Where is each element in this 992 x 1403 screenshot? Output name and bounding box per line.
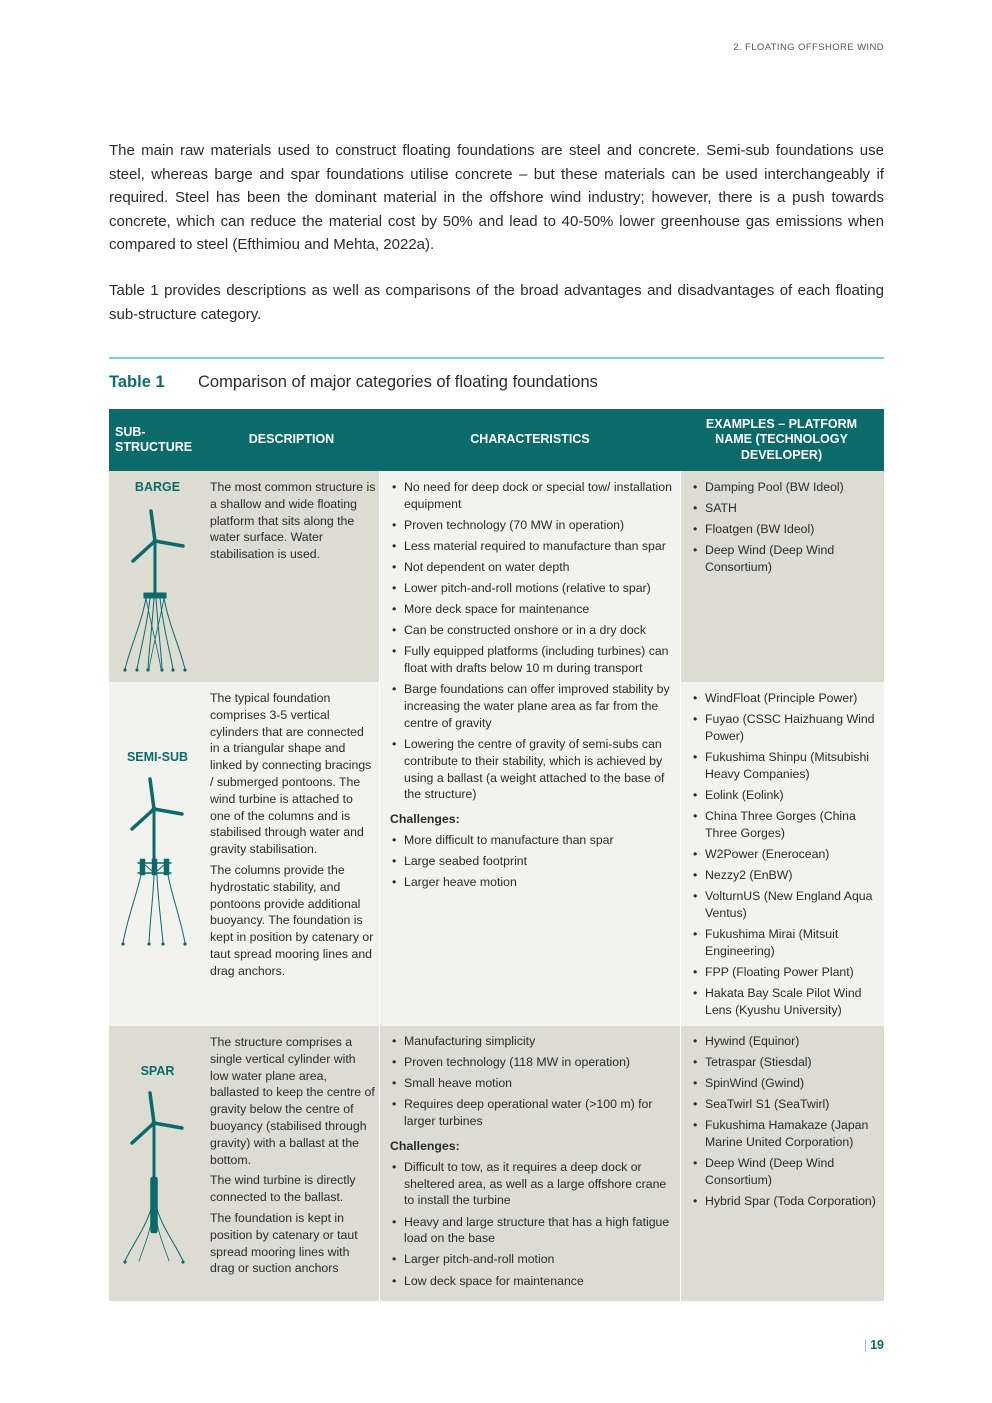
page-number-value: 19 xyxy=(870,1338,884,1352)
list-item: • Floatgen (BW Ideol) xyxy=(691,521,881,538)
list-item: • Heavy and large structure that has a high fatigue load on the base xyxy=(390,1214,676,1248)
table-top-rule xyxy=(109,357,884,359)
list-item: • China Three Gorges (China Three Gorges) xyxy=(691,808,881,842)
semisub-examples-list xyxy=(691,690,881,1023)
challenges-list xyxy=(390,832,676,891)
list-item: • Can be constructed onshore or in a dry dock xyxy=(390,622,676,639)
table-title: Comparison of major categories of floating foundations xyxy=(198,373,598,391)
list-item: • Hywind (Equinor) xyxy=(691,1033,881,1050)
barge-label: BARGE xyxy=(134,480,181,494)
list-item: • Larger heave motion xyxy=(390,874,676,891)
list-item: • SATH xyxy=(691,500,881,517)
list-item: • FPP (Floating Power Plant) xyxy=(691,964,881,981)
advantages-list xyxy=(390,1033,676,1130)
list-item: • Lower pitch-and-roll motions (relative to spar) xyxy=(390,580,676,597)
spar-characteristics xyxy=(390,1033,676,1294)
page-number: | 19 xyxy=(863,1338,884,1352)
intro-paragraph: The main raw materials used to construct floating foundations are steel and concrete. Semi-sub foundations use steel, whereas barge and spar foundations utilise concrete – but these materials can be used interchangeably if required. Steel has been the dominant material in the offshore wind industry; however, there is a push towards concrete, which can reduce the material cost by 50% and lead to 40-50% lower greenhouse gas emissions when compared to steel (Efthimiou and Mehta, 2022a). xyxy=(109,142,884,253)
list-item: • Fukushima Mirai (Mitsuit Engineering) xyxy=(691,926,881,960)
header-sub-structure: SUB- STRUCTURE xyxy=(115,424,193,454)
table-caption xyxy=(109,373,598,392)
list-item: • Fuyao (CSSC Haizhuang Wind Power) xyxy=(691,711,881,745)
barge-semisub-characteristics xyxy=(390,479,676,896)
list-item: • Larger pitch-and-roll motion xyxy=(390,1251,676,1268)
list-item: • Small heave motion xyxy=(390,1075,676,1092)
barge-examples-list xyxy=(691,479,881,580)
spar-label: SPAR xyxy=(140,1064,175,1078)
list-item: • Fukushima Hamakaze (Japan Marine United Corporation) xyxy=(691,1117,881,1151)
list-item: • Proven technology (118 MW in operation) xyxy=(390,1054,676,1071)
semisub-description xyxy=(210,690,376,984)
header-characteristics: CHARACTERISTICS xyxy=(470,432,590,447)
table-header-row xyxy=(109,409,884,471)
barge-wind-turbine-icon xyxy=(121,505,193,677)
list-item: • Fukushima Shinpu (Mitsubishi Heavy Companies) xyxy=(691,749,881,783)
table-intro-paragraph: Table 1 provides descriptions as well as comparisons of the broad advantages and disadvantages of each floating sub-structure category. xyxy=(109,282,884,323)
running-head: 2. FLOATING OFFSHORE WIND xyxy=(733,42,884,53)
barge-description xyxy=(210,479,376,567)
challenges-heading: Challenges: xyxy=(390,812,460,827)
list-item: • SeaTwirl S1 (SeaTwirl) xyxy=(691,1096,881,1113)
spar-examples-list xyxy=(691,1033,881,1214)
list-item: • Nezzy2 (EnBW) xyxy=(691,867,881,884)
list-item: • Not dependent on water depth xyxy=(390,559,676,576)
list-item: • Eolink (Eolink) xyxy=(691,787,881,804)
list-item: • VolturnUS (New England Aqua Ventus) xyxy=(691,888,881,922)
list-item: • Fully equipped platforms (including turbines) can float with drafts below 10 m during transport xyxy=(390,643,676,677)
list-item: • Manufacturing simplicity xyxy=(390,1033,676,1050)
list-item: • Hakata Bay Scale Pilot Wind Lens (Kyushu University) xyxy=(691,985,881,1019)
spar-description xyxy=(210,1034,376,1281)
barge-description-paragraph: The most common structure is a shallow and wide floating platform that sits along the water surface. Water stabilisation is used. xyxy=(210,480,376,562)
list-item: • More difficult to manufacture than spar xyxy=(390,832,676,849)
semisub-description-paragraph: The columns provide the hydrostatic stability, and pontoons provide additional buoyancy. The foundation is kept in position by catenary or taut spread mooring lines and drag anchors. xyxy=(210,862,374,978)
list-item: • No need for deep dock or special tow/ installation equipment xyxy=(390,479,676,513)
list-item: • Hybrid Spar (Toda Corporation) xyxy=(691,1193,881,1210)
list-item: • Lowering the centre of gravity of semi-subs can contribute to their stability, which is achieved by using a ballast (a weight attached to the base of the structure) xyxy=(390,736,676,803)
spar-description-paragraph: The wind turbine is directly connected to the ballast. xyxy=(210,1173,356,1205)
list-item: • Damping Pool (BW Ideol) xyxy=(691,479,881,496)
semisub-description-paragraph: The typical foundation comprises 3-5 vertical cylinders that are connected in a triangular shape and linked by connecting bracings / submerged pontoons. The wind turbine is attached to one of the columns and is stabilised through water and gravity stabilisation. xyxy=(210,691,372,857)
list-item: • Tetraspar (Stiesdal) xyxy=(691,1054,881,1071)
list-item: • Low deck space for maintenance xyxy=(390,1273,676,1290)
semi-sub-wind-turbine-icon xyxy=(121,775,193,951)
challenges-heading: Challenges: xyxy=(390,1138,460,1153)
list-item: • Deep Wind (Deep Wind Consortium) xyxy=(691,1155,881,1189)
list-item: • SpinWind (Gwind) xyxy=(691,1075,881,1092)
header-description: DESCRIPTION xyxy=(248,432,335,447)
advantages-list xyxy=(390,479,676,803)
list-item: • Barge foundations can offer improved stability by increasing the water plane area as far from the centre of gravity xyxy=(390,681,676,731)
spar-wind-turbine-icon xyxy=(121,1089,193,1269)
spar-description-paragraph: The structure comprises a single vertical cylinder with low water plane area, ballasted to keep the centre of gravity below the centre of buoyancy (stabilised through gravity) with a ballast at the bottom. xyxy=(210,1035,375,1167)
list-item: • Less material required to manufacture than spar xyxy=(390,538,676,555)
list-item: • Difficult to tow, as it requires a deep dock or sheltered area, as well as a large offshore crane to install the turbine xyxy=(390,1159,676,1209)
list-item: • WindFloat (Principle Power) xyxy=(691,690,881,707)
list-item: • Requires deep operational water (>100 m) for larger turbines xyxy=(390,1096,676,1130)
header-examples: EXAMPLES – PLATFORM NAME (TECHNOLOGY DEVELOPER) xyxy=(705,416,858,462)
table-number: Table 1 xyxy=(109,373,165,391)
list-item: • Deep Wind (Deep Wind Consortium) xyxy=(691,542,881,576)
list-item: • Proven technology (70 MW in operation) xyxy=(390,517,676,534)
spar-description-paragraph: The foundation is kept in position by catenary or taut spread mooring lines with drag or suction anchors xyxy=(210,1210,358,1276)
list-item: • More deck space for maintenance xyxy=(390,601,676,618)
challenges-list xyxy=(390,1159,676,1289)
list-item: • W2Power (Enerocean) xyxy=(691,846,881,863)
list-item: • Large seabed footprint xyxy=(390,853,676,870)
semisub-label: SEMI-SUB xyxy=(126,750,189,764)
